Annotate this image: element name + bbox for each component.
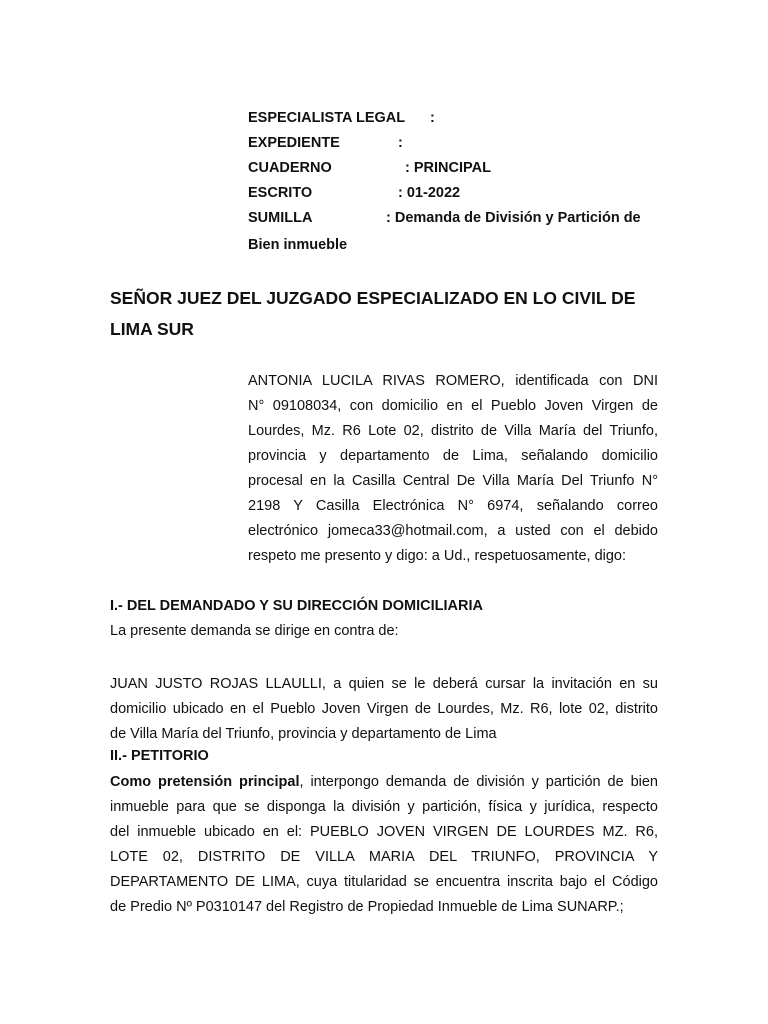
header-label: SUMILLA [248, 210, 313, 226]
header-value: : PRINCIPAL [405, 160, 491, 176]
section-heading-demandado: I.- DEL DEMANDADO Y SU DIRECCIÓN DOMICILIARIA [110, 598, 483, 614]
section-heading-petitorio: II.- PETITORIO [110, 748, 209, 764]
header-label: EXPEDIENTE [248, 135, 340, 151]
header-row-cuaderno [248, 156, 668, 180]
paragraph-line: provincia y departamento de Lima, señalando domicilio [248, 448, 658, 464]
header-row-expediente [248, 131, 668, 155]
paragraph-line: procesal en la Casilla Central De Villa María Del Triunfo N° [248, 473, 658, 489]
paragraph-line: del inmueble ubicado en el: PUEBLO JOVEN VIRGEN DE LOURDES MZ. R6, [110, 824, 658, 840]
petitorio-paragraph [110, 770, 658, 920]
header-row-especialista [248, 106, 668, 130]
header-value: : 01-2022 [398, 185, 461, 201]
paragraph-line: JUAN JUSTO ROJAS LLAULLI, a quien se le deberá cursar la invitación en su [110, 676, 658, 692]
paragraph-line [110, 770, 658, 795]
header-value: : [398, 135, 403, 151]
paragraph-line: 2198 Y Casilla Electrónica N° 6974, señalando correo [248, 498, 658, 514]
intro-paragraph [248, 369, 658, 569]
paragraph-line: inmueble para que se disponga la división y partición, física y jurídica, respecto [110, 799, 658, 815]
paragraph-line: respeto me presento y digo: a Ud., respetuosamente, digo: [248, 548, 627, 564]
paragraph-line: DEPARTAMENTO DE LIMA, cuya titularidad se encuentra inscrita bajo el Código [110, 874, 658, 890]
header-value: Bien inmueble [248, 237, 348, 253]
paragraph-line: N° 09108034, con domicilio en el Pueblo Joven Virgen de [248, 398, 658, 414]
paragraph-line: electrónico jomeca33@hotmail.com, a usted con el debido [248, 523, 658, 539]
header-sumilla-continuation [248, 233, 668, 257]
line-rest: , interpongo demanda de división y partición de bien [299, 774, 658, 790]
title-line: LIMA SUR [110, 319, 194, 339]
defendant-paragraph [110, 672, 658, 747]
header-label: CUADERNO [248, 160, 332, 176]
header-label: ESCRITO [248, 185, 313, 201]
page-title [110, 283, 670, 345]
section-text: La presente demanda se dirige en contra de: [110, 623, 399, 639]
header-value: : Demanda de División y Partición de [386, 210, 641, 226]
title-line: SEÑOR JUEZ DEL JUZGADO ESPECIALIZADO EN LO CIVIL DE [110, 288, 636, 308]
paragraph-line: ANTONIA LUCILA RIVAS ROMERO, identificada con DNI [248, 373, 658, 389]
paragraph-line: de Predio Nº P0310147 del Registro de Propiedad Inmueble de Lima SUNARP.; [110, 899, 624, 915]
paragraph-line: de Villa María del Triunfo, provincia y departamento de Lima [110, 726, 497, 742]
bold-lead: Como pretensión principal [110, 774, 300, 790]
paragraph-line: Lourdes, Mz. R6 Lote 02, distrito de Villa María del Triunfo, [248, 423, 658, 439]
header-row-escrito [248, 181, 668, 205]
paragraph-line: domicilio ubicado en el Pueblo Joven Virgen de Lourdes, Mz. R6, lote 02, distrito [110, 701, 658, 717]
header-row-sumilla [248, 206, 668, 230]
header-value: : [430, 110, 435, 126]
paragraph-line: LOTE 02, DISTRITO DE VILLA MARIA DEL TRIUNFO, PROVINCIA Y [110, 849, 658, 865]
header-label: ESPECIALISTA LEGAL [248, 110, 406, 126]
